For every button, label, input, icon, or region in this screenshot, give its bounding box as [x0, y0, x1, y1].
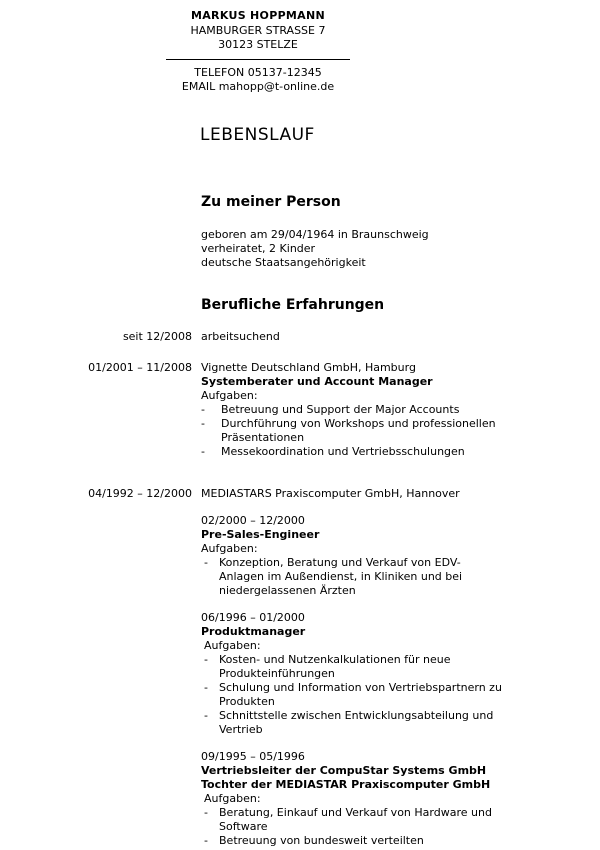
header-city: 30123 STELZE — [218, 38, 298, 51]
task-list — [201, 556, 501, 598]
position-role: Pre-Sales-Engineer — [201, 528, 320, 541]
entry-date: 01/2001 – 11/2008 — [88, 361, 192, 374]
task-list — [201, 403, 521, 459]
section-heading-experience: Berufliche Erfahrungen — [201, 297, 385, 313]
task-list — [201, 806, 531, 848]
task-item: - Schulung und Information von Vertriebspartnern zu Produkten — [204, 681, 502, 708]
document-title: LEBENSLAUF — [200, 125, 315, 145]
entry-company: Vignette Deutschland GmbH, Hamburg — [201, 361, 416, 374]
entry-block — [201, 361, 521, 459]
task-item: - Kosten- und Nutzenkalkulationen für neue Produkteinführungen — [204, 653, 451, 680]
position-block — [201, 514, 501, 598]
position-role: Vertriebsleiter der CompuStar Systems GmbH — [201, 764, 487, 777]
entry-date: 04/1992 – 12/2000 — [88, 487, 192, 500]
task-item: - Betreuung von bundesweit verteilten — [204, 834, 424, 847]
position-tasks-label: Aufgaben: — [204, 639, 261, 652]
position-block — [201, 750, 531, 848]
position-block — [201, 611, 531, 737]
task-item: - Beratung, Einkauf und Verkauf von Hardware und Software — [204, 806, 492, 833]
task-item: - Durchführung von Workshops und professionellen Präsentationen — [201, 417, 496, 444]
entry-date: seit 12/2008 — [122, 330, 192, 343]
header-divider — [166, 59, 350, 60]
entry-company: MEDIASTARS Praxiscomputer GmbH, Hannover — [201, 487, 460, 500]
task-list — [201, 653, 531, 737]
entry-tasks-label: Aufgaben: — [201, 389, 258, 402]
task-item: - Schnittstelle zwischen Entwicklungsabteilung und Vertrieb — [204, 709, 494, 736]
person-birth: geboren am 29/04/1964 in Braunschweig — [201, 228, 429, 241]
entry-role: Systemberater und Account Manager — [201, 375, 433, 388]
header-street: HAMBURGER STRASSE 7 — [190, 24, 326, 37]
position-period: 09/1995 – 05/1996 — [201, 750, 305, 763]
header-name: MARKUS HOPPMANN — [191, 9, 325, 22]
person-nationality: deutsche Staatsangehörigkeit — [201, 256, 366, 269]
header-email: EMAIL mahopp@t-online.de — [181, 80, 335, 93]
entry-text: arbeitsuchend — [201, 330, 280, 343]
section-heading-person: Zu meiner Person — [201, 194, 341, 210]
task-item: - Konzeption, Beratung und Verkauf von EDV-Anlagen im Außendienst, in Kliniken und bei niedergelassenen Ärzten — [204, 556, 463, 597]
position-period: 02/2000 – 12/2000 — [201, 514, 305, 527]
position-period: 06/1996 – 01/2000 — [201, 611, 305, 624]
task-item: - Messekoordination und Vertriebsschulungen — [201, 445, 465, 458]
position-tasks-label: Aufgaben: — [204, 792, 261, 805]
position-role-subsidiary: Tochter der MEDIASTAR Praxiscomputer GmbH — [201, 778, 491, 791]
position-tasks-label: Aufgaben: — [201, 542, 258, 555]
task-item: - Betreuung und Support der Major Accounts — [201, 403, 460, 416]
position-role: Produktmanager — [201, 625, 306, 638]
person-details — [201, 228, 429, 270]
person-family: verheiratet, 2 Kinder — [201, 242, 316, 255]
header-phone: TELEFON 05137-12345 — [194, 66, 322, 79]
